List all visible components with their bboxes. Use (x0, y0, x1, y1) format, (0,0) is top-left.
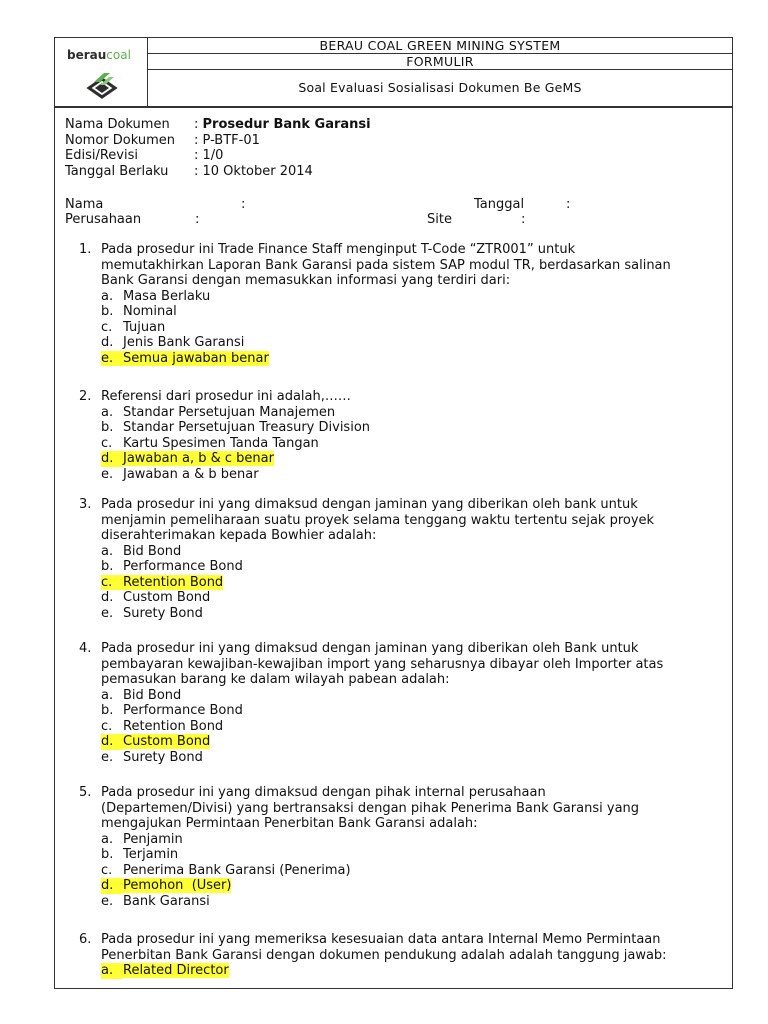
logo-cell (55, 38, 148, 107)
option-letter: a. (101, 963, 123, 979)
option-text: Bank Garansi (123, 893, 210, 909)
answer-option (101, 467, 729, 483)
option-text: Retention Bond (123, 718, 224, 734)
option-text: Tujuan (123, 319, 166, 335)
option-text: Bid Bond (123, 543, 182, 559)
question-number: 2. (79, 389, 92, 404)
question-text: Penerbitan Bank Garansi dengan dokumen pendukung adalah adalah tanggung jawab: (101, 947, 667, 963)
question-number: 6. (79, 932, 92, 947)
answer-option-correct (101, 575, 729, 591)
option-letter: d. (101, 451, 123, 467)
answer-option (101, 590, 729, 606)
nama-label: Nama (65, 197, 104, 212)
meta-label: Nomor Dokumen (65, 132, 176, 148)
option-letter: d. (101, 335, 114, 350)
answer-option-correct (101, 351, 729, 367)
option-letter: a. (101, 404, 114, 420)
answer-option (101, 703, 729, 719)
option-letter: b. (101, 304, 114, 319)
company-logo-text (67, 48, 131, 62)
question-text: mengajukan Permintaan Penerbitan Bank Garansi adalah: (101, 816, 478, 831)
document-name-value: Prosedur Bank Garansi (202, 117, 371, 132)
option-letter: a. (101, 687, 114, 703)
question-number: 1. (79, 242, 92, 257)
option-letter: d. (101, 878, 123, 894)
question-text: menjamin pemeliharaan suatu proyek selama tenggang waktu tertentu sejak proyek (101, 512, 655, 528)
meta-row-tanggal-berlaku (65, 164, 371, 180)
question-text: Referensi dari prosedur ini adalah,…… (101, 389, 351, 404)
question-text: Bank Garansi dengan memasukkan informasi yang terdiri dari: (101, 273, 511, 288)
option-letter: b. (101, 420, 114, 435)
document-header (54, 37, 733, 107)
question-1 (79, 242, 729, 366)
option-text: Performance Bond (123, 703, 243, 718)
option-letter: a. (101, 288, 114, 304)
document-meta (65, 117, 371, 179)
option-letter: a. (101, 543, 114, 559)
option-letter: e. (101, 466, 114, 482)
option-letter: a. (101, 831, 114, 847)
meta-label: Tanggal Berlaku (65, 163, 169, 179)
option-text: Penjamin (123, 831, 183, 847)
option-text-highlighted: Semua jawaban benar (123, 350, 269, 366)
option-letter: e. (101, 749, 114, 765)
question-text: Pada prosedur ini yang dimaksud dengan jaminan yang diberikan oleh bank untuk (101, 497, 638, 512)
meta-label: Edisi/Revisi (65, 148, 138, 163)
answer-option (101, 606, 729, 622)
system-title: BERAU COAL GREEN MINING SYSTEM (148, 38, 733, 54)
perusahaan-colon: : (195, 212, 200, 227)
answer-option (101, 544, 729, 560)
form-content (54, 107, 733, 989)
option-text-highlighted: Pemohon (User) (123, 878, 232, 893)
option-text: Surety Bond (123, 605, 203, 621)
option-text: Standar Persetujuan Manajemen (123, 404, 336, 420)
option-letter: b. (101, 847, 114, 862)
option-text: Jawaban a & b benar (123, 466, 259, 482)
logo-word-berau: berau (67, 48, 107, 62)
nama-colon: : (241, 197, 246, 212)
option-letter: e. (101, 893, 114, 909)
option-letter: b. (101, 559, 114, 574)
question-text: pemasukan barang ke dalam wilayah pabean adalah: (101, 672, 450, 687)
meta-row-nomor-dokumen (65, 133, 371, 149)
meta-value: : (194, 117, 203, 132)
form-label: FORMULIR (148, 54, 733, 70)
option-text: Terjamin (123, 847, 179, 862)
answer-option (101, 436, 729, 452)
meta-row-nama-dokumen (65, 117, 371, 133)
option-letter: c. (101, 435, 113, 451)
option-letter: b. (101, 703, 114, 718)
meta-value: : 10 Oktober 2014 (194, 163, 313, 179)
answer-option (101, 719, 729, 735)
question-number: 3. (79, 497, 92, 512)
question-text: Pada prosedur ini yang dimaksud dengan jaminan yang diberikan oleh Bank untuk (101, 641, 639, 656)
answer-option-correct (101, 878, 729, 894)
option-letter: e. (101, 351, 123, 367)
meta-row-edisi-revisi (65, 148, 371, 164)
tanggal-colon: : (566, 197, 571, 212)
option-text: Surety Bond (123, 749, 203, 765)
site-label: Site (427, 212, 452, 227)
option-text-highlighted: Retention Bond (123, 574, 224, 590)
option-letter: e. (101, 605, 114, 621)
question-text: pembayaran kewajiban-kewajiban import yang seharusnya dibayar oleh Importer atas (101, 656, 664, 672)
answer-option-correct (101, 963, 729, 979)
tanggal-label: Tanggal (474, 197, 525, 212)
question-text: Pada prosedur ini yang memeriksa kesesuaian data antara Internal Memo Permintaan (101, 932, 661, 947)
option-text: Masa Berlaku (123, 288, 211, 304)
question-3 (79, 497, 729, 621)
answer-option (101, 320, 729, 336)
answer-option-correct (101, 451, 729, 467)
meta-value: : 1/0 (194, 148, 224, 163)
option-letter: d. (101, 734, 123, 750)
question-text: Pada prosedur ini yang dimaksud dengan pihak internal perusahaan (101, 785, 546, 800)
answer-option (101, 420, 729, 436)
site-colon: : (521, 212, 526, 227)
berau-coal-logo-icon (85, 68, 119, 102)
answer-option (101, 289, 729, 305)
question-text: Pada prosedur ini Trade Finance Staff menginput T-Code “ZTR001” untuk (101, 242, 576, 257)
option-text: Kartu Spesimen Tanda Tangan (123, 435, 319, 451)
question-text: diserahterimakan kepada Bowhier adalah: (101, 528, 377, 543)
answer-option (101, 847, 729, 863)
option-letter: d. (101, 590, 114, 605)
option-text: Jenis Bank Garansi (123, 335, 245, 350)
answer-option (101, 894, 729, 910)
answer-option (101, 863, 729, 879)
option-letter: c. (101, 718, 113, 734)
answer-option (101, 750, 729, 766)
answer-option (101, 405, 729, 421)
option-letter: c. (101, 319, 113, 335)
question-2 (79, 389, 729, 482)
answer-option (101, 832, 729, 848)
option-text: Nominal (123, 304, 177, 319)
document-title: Soal Evaluasi Sosialisasi Dokumen Be GeMS (148, 70, 733, 107)
option-text: Penerima Bank Garansi (Penerima) (123, 862, 351, 878)
answer-option (101, 304, 729, 320)
option-text: Standar Persetujuan Treasury Division (123, 420, 371, 435)
question-5 (79, 785, 729, 909)
answer-option (101, 559, 729, 575)
question-number: 4. (79, 641, 92, 656)
perusahaan-label: Perusahaan (65, 212, 142, 227)
logo-word-coal: coal (106, 48, 131, 62)
question-number: 5. (79, 785, 92, 800)
option-letter: c. (101, 575, 123, 591)
option-text: Performance Bond (123, 559, 243, 574)
option-text: Bid Bond (123, 687, 182, 703)
question-4 (79, 641, 729, 765)
option-letter: c. (101, 862, 113, 878)
answer-option-correct (101, 734, 729, 750)
answer-option (101, 335, 729, 351)
option-text: Custom Bond (123, 590, 211, 605)
question-text: memutakhirkan Laporan Bank Garansi pada sistem SAP modul TR, berdasarkan salinan (101, 257, 671, 273)
meta-label: Nama Dokumen (65, 117, 170, 132)
question-text: (Departemen/Divisi) yang bertransaksi dengan pihak Penerima Bank Garansi yang (101, 800, 640, 816)
question-6 (79, 932, 729, 979)
option-text-highlighted: Related Director (123, 963, 229, 978)
answer-option (101, 688, 729, 704)
option-text-highlighted: Jawaban a, b & c benar (123, 451, 274, 466)
option-text-highlighted: Custom Bond (123, 734, 211, 749)
meta-value: : P-BTF-01 (194, 132, 260, 148)
